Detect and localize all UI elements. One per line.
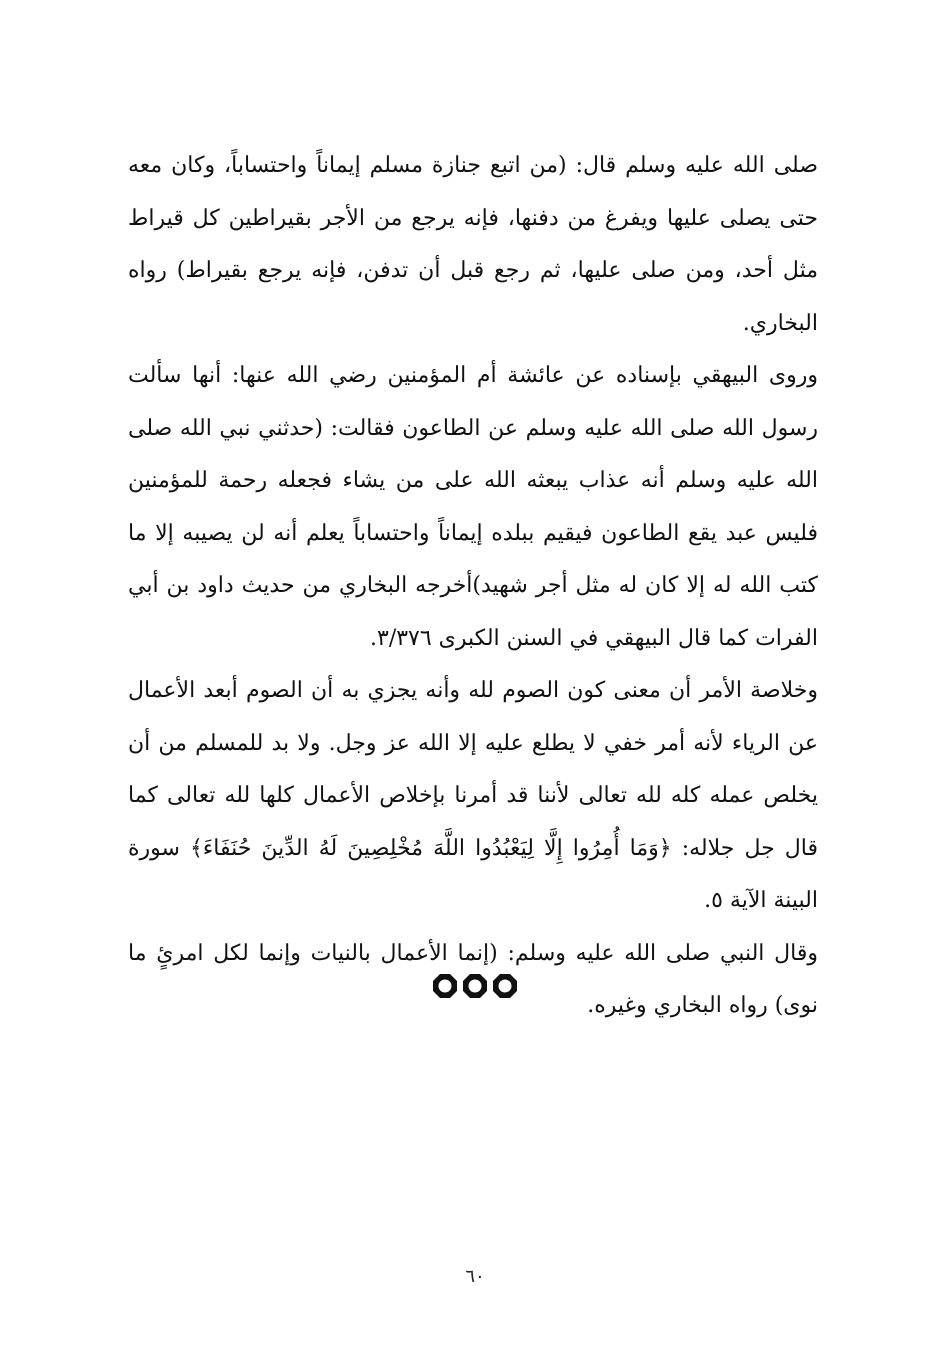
star-ornament-icon — [462, 973, 488, 999]
paragraph-plague-hadith: وروى البيهقي بإسناده عن عائشة أم المؤمنين رضي الله عنها: أنها سألت رسول الله صلى الله عليه وسلم عن الطاعون فقالت: (حدثني نبي الله صلى الله عليه وسلم أنه عذاب يبعثه الله على من يشاء فجعله رحمة للمؤمنين فليس عبد يقع الطاعون فيقيم ببلده إيماناً واحتساباً يعلم أنه لن يصيبه إلا ما كتب الله له إلا كان له مثل أجر شهيد)أخرجه البخاري من حديث داود بن أبي الفرات كما قال البيهقي في السنن الكبرى ٣/٣٧٦. — [128, 363, 818, 651]
paragraph-intentions-hadith: وقال النبي صلى الله عليه وسلم: (إنما الأعمال بالنيات وإنما لكل امرئٍ ما نوى) رواه البخاري وغيره. — [128, 940, 818, 1018]
star-ornament-icon — [432, 973, 458, 999]
star-ornament-icon — [492, 973, 518, 999]
section-divider-ornament — [0, 966, 950, 1006]
page-number: ٦٠ — [465, 1266, 485, 1287]
body-text — [128, 140, 818, 1033]
paragraph-sincerity: وخلاصة الأمر أن معنى كون الصوم لله وأنه يجزي به أن الصوم أبعد الأعمال عن الرياء لأنه أمر خفي لا يطلع عليه إلا الله عز وجل. ولا بد للمسلم من أن يخلص عمله كله لله تعالى لأننا قد أمرنا بإخلاص الأعمال كلها لله تعالى كما قال جل جلاله: ﴿وَمَا أُمِرُوا إِلَّا لِيَعْبُدُوا اللَّهَ مُخْلِصِينَ لَهُ الدِّينَ حُنَفَاءَ﴾ سورة البينة الآية ٥. — [128, 678, 819, 913]
paragraph-funeral-hadith: صلى الله عليه وسلم قال: (من اتبع جنازة مسلم إيماناً واحتساباً، وكان معه حتى يصلى عليها ويفرغ من دفنها، فإنه يرجع من الأجر بقيراطين كل قيراط مثل أحد، ومن صلى عليها، ثم رجع قبل أن تدفن، فإنه يرجع بقيراط) رواه البخاري. — [128, 153, 818, 336]
